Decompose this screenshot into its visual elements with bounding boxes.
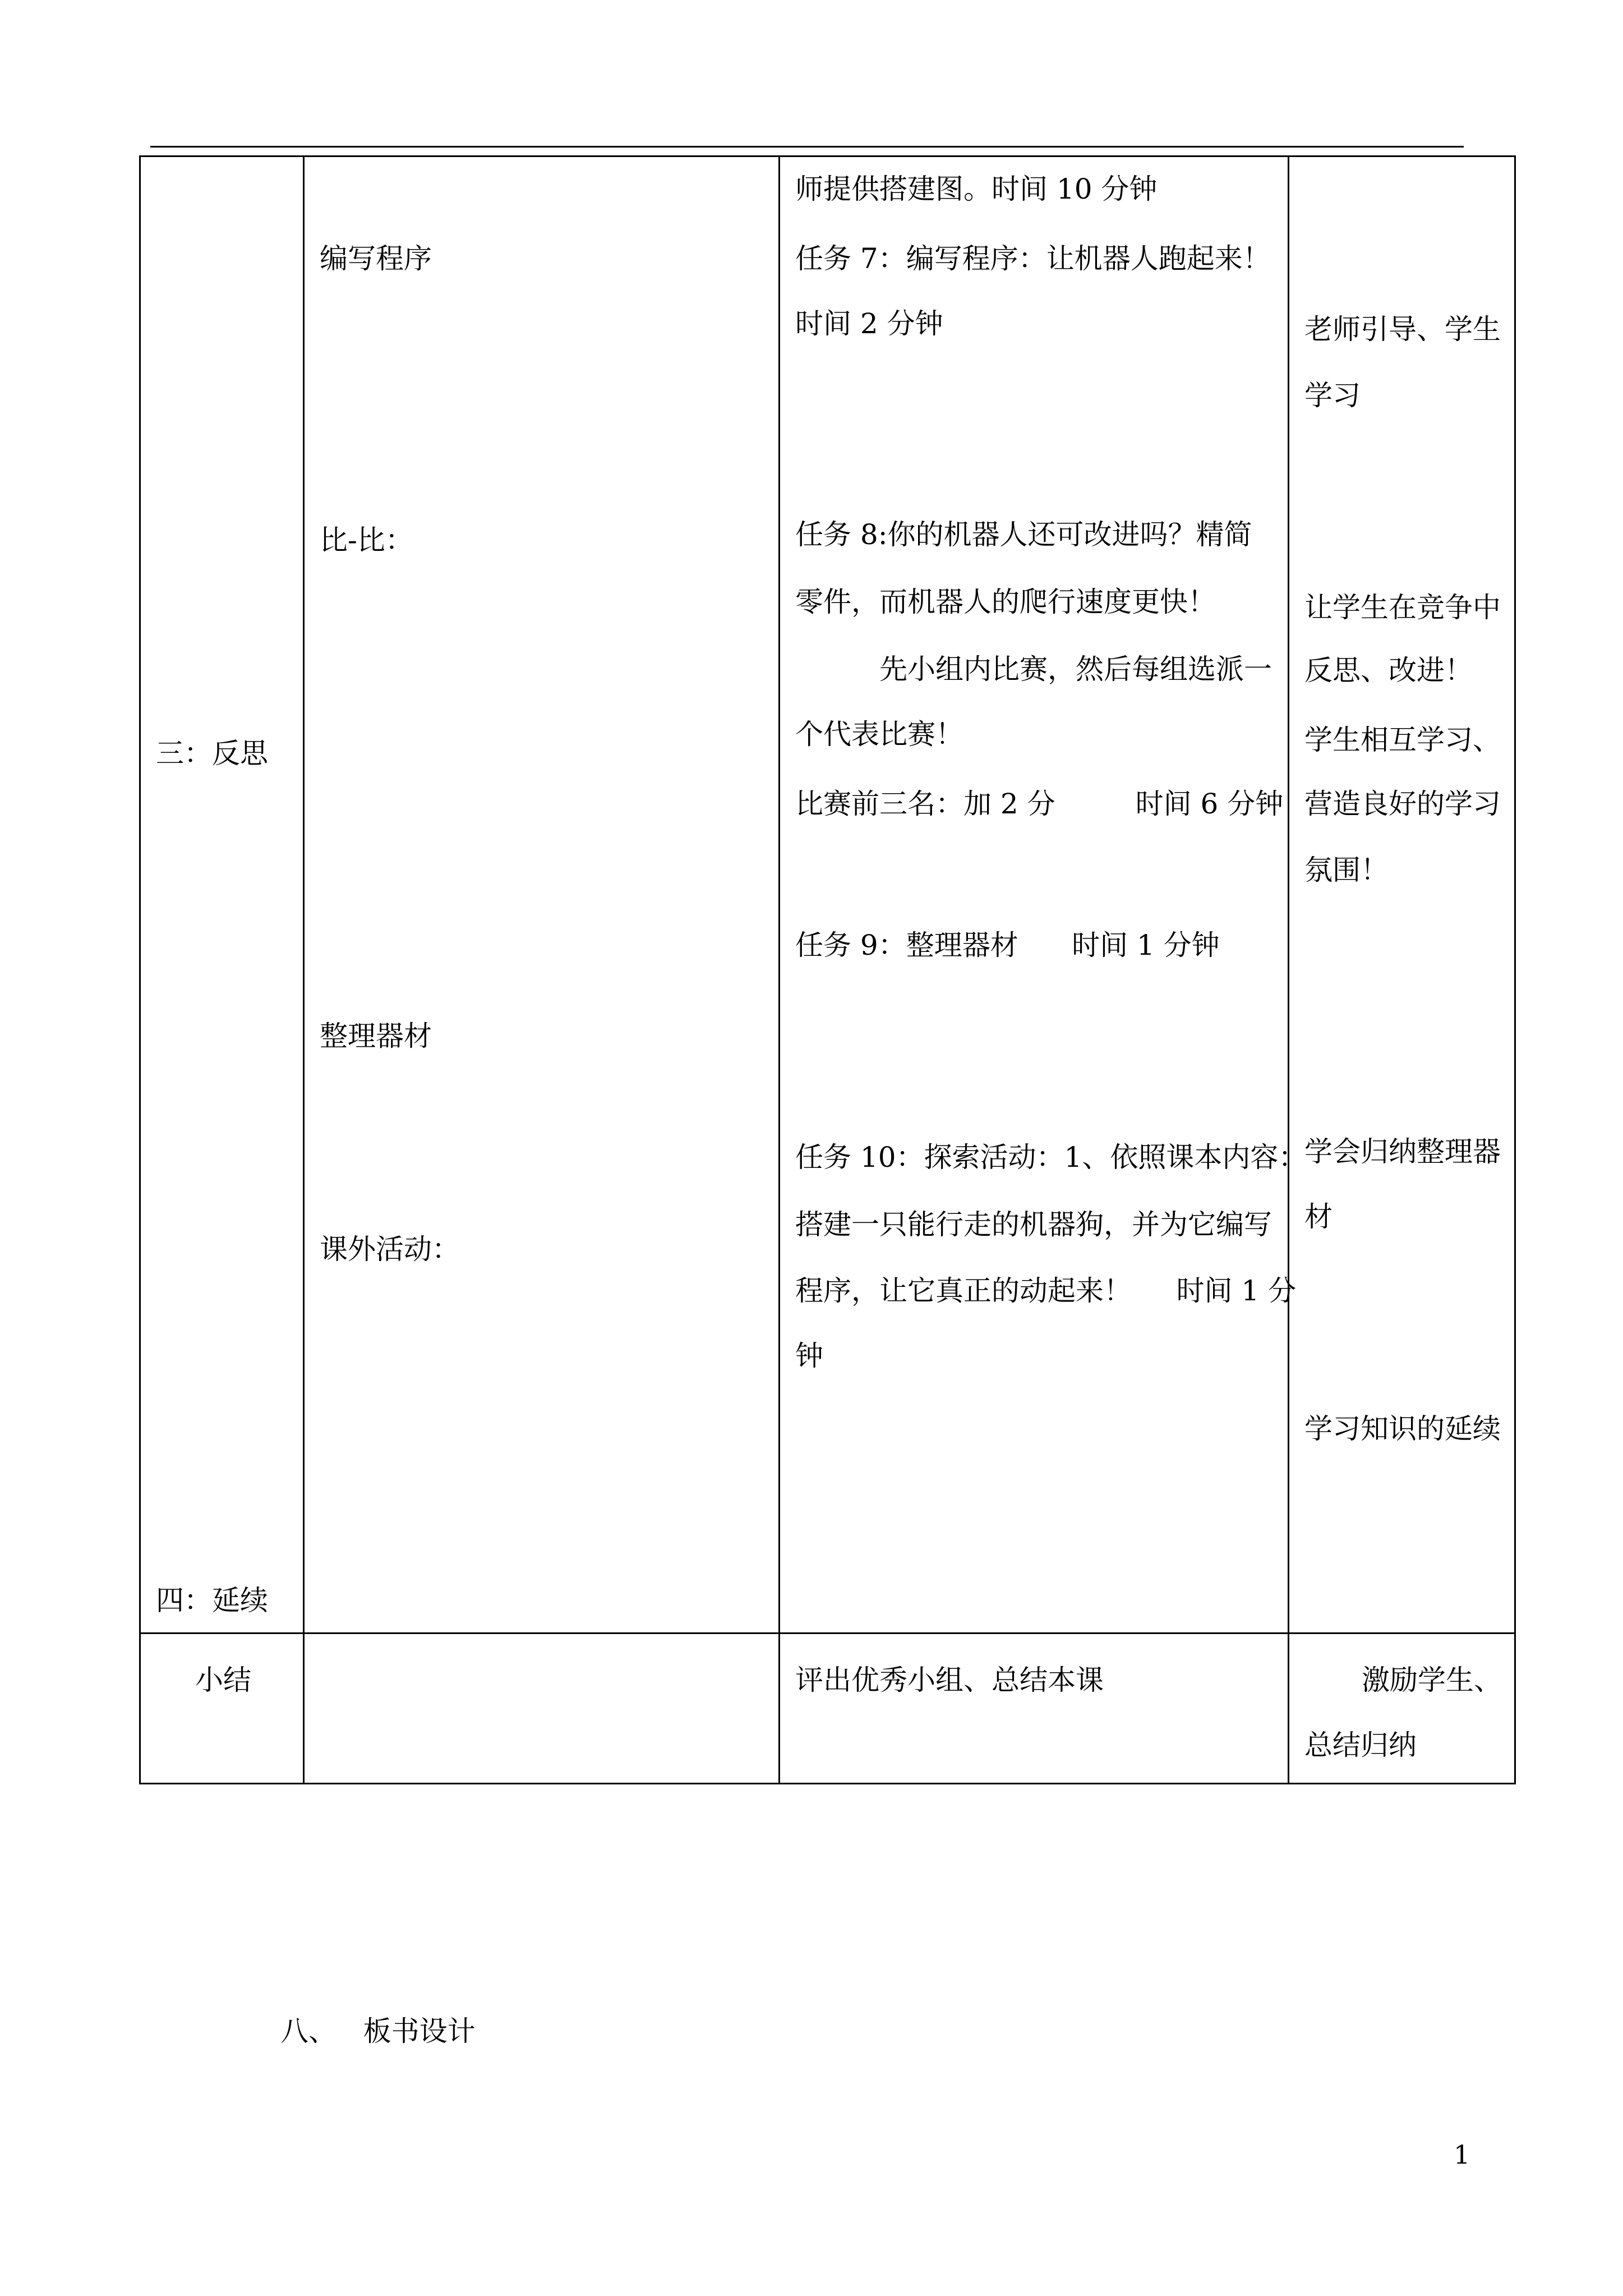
stage-summary: 小结 (195, 1664, 251, 1696)
activity-outside: 课外活动： (320, 1233, 460, 1266)
teacher-line: 钟 (795, 1340, 823, 1372)
intent-line: 学会归纳整理器 (1304, 1135, 1501, 1168)
header-rule (150, 146, 1464, 148)
stage-extend: 四：延续 (156, 1584, 268, 1617)
teacher-summary: 评出优秀小组、总结本课 (795, 1664, 1104, 1696)
activity-organize: 整理器材 (320, 1020, 432, 1052)
intent-summary-line: 激励学生、 (1362, 1664, 1502, 1696)
teacher-line: 搭建一只能行走的机器狗，并为它编写 (795, 1208, 1272, 1241)
intent-line: 氛围！ (1304, 854, 1389, 886)
intent-line: 学习 (1304, 379, 1361, 412)
table-bottom-border (139, 1783, 1516, 1784)
activity-compare: 比-比： (320, 524, 413, 556)
page-number: 1 (1454, 2139, 1470, 2170)
teacher-line: 个代表比赛！ (795, 718, 963, 751)
intent-line: 材 (1304, 1200, 1332, 1233)
teacher-line: 任务 9：整理器材 时间 1 分钟 (795, 929, 1220, 961)
teacher-line: 零件，而机器人的爬行速度更快！ (795, 586, 1216, 618)
activity-program: 编写程序 (320, 242, 432, 275)
intent-line: 学习知识的延续 (1304, 1412, 1501, 1445)
teacher-line: 任务 7：编写程序：让机器人跑起来！ (795, 242, 1271, 275)
stage-reflect: 三：反思 (156, 737, 268, 770)
table-col-divider-2 (778, 155, 780, 1784)
table-left-border (139, 155, 141, 1784)
teacher-line: 先小组内比赛，然后每组选派一 (879, 653, 1272, 685)
intent-line: 营造良好的学习 (1304, 788, 1501, 820)
intent-line: 老师引导、学生 (1304, 313, 1501, 346)
teacher-line: 时间 2 分钟 (795, 307, 943, 340)
teacher-line: 任务 10：探索活动：1、依照课本内容： (795, 1141, 1307, 1174)
table-col-divider-3 (1288, 155, 1289, 1784)
table-top-border (139, 155, 1516, 157)
intent-line: 反思、改进！ (1304, 654, 1473, 687)
section-heading: 八、 板书设计 (280, 2015, 476, 2047)
teacher-line: 程序，让它真正的动起来！ 时间 1 分 (795, 1274, 1297, 1307)
teacher-line: 任务 8:你的机器人还可改进吗？精简 (795, 518, 1252, 551)
intent-line: 让学生在竞争中 (1304, 591, 1501, 624)
teacher-line: 比赛前三名：加 2 分 时间 6 分钟 (795, 788, 1284, 820)
table-row-divider (139, 1632, 1516, 1634)
table-col-divider-1 (303, 155, 305, 1784)
teacher-line: 师提供搭建图。时间 10 分钟 (795, 173, 1158, 205)
table-right-border (1514, 155, 1516, 1784)
intent-line: 学生相互学习、 (1304, 724, 1501, 756)
intent-summary-line: 总结归纳 (1304, 1729, 1417, 1761)
